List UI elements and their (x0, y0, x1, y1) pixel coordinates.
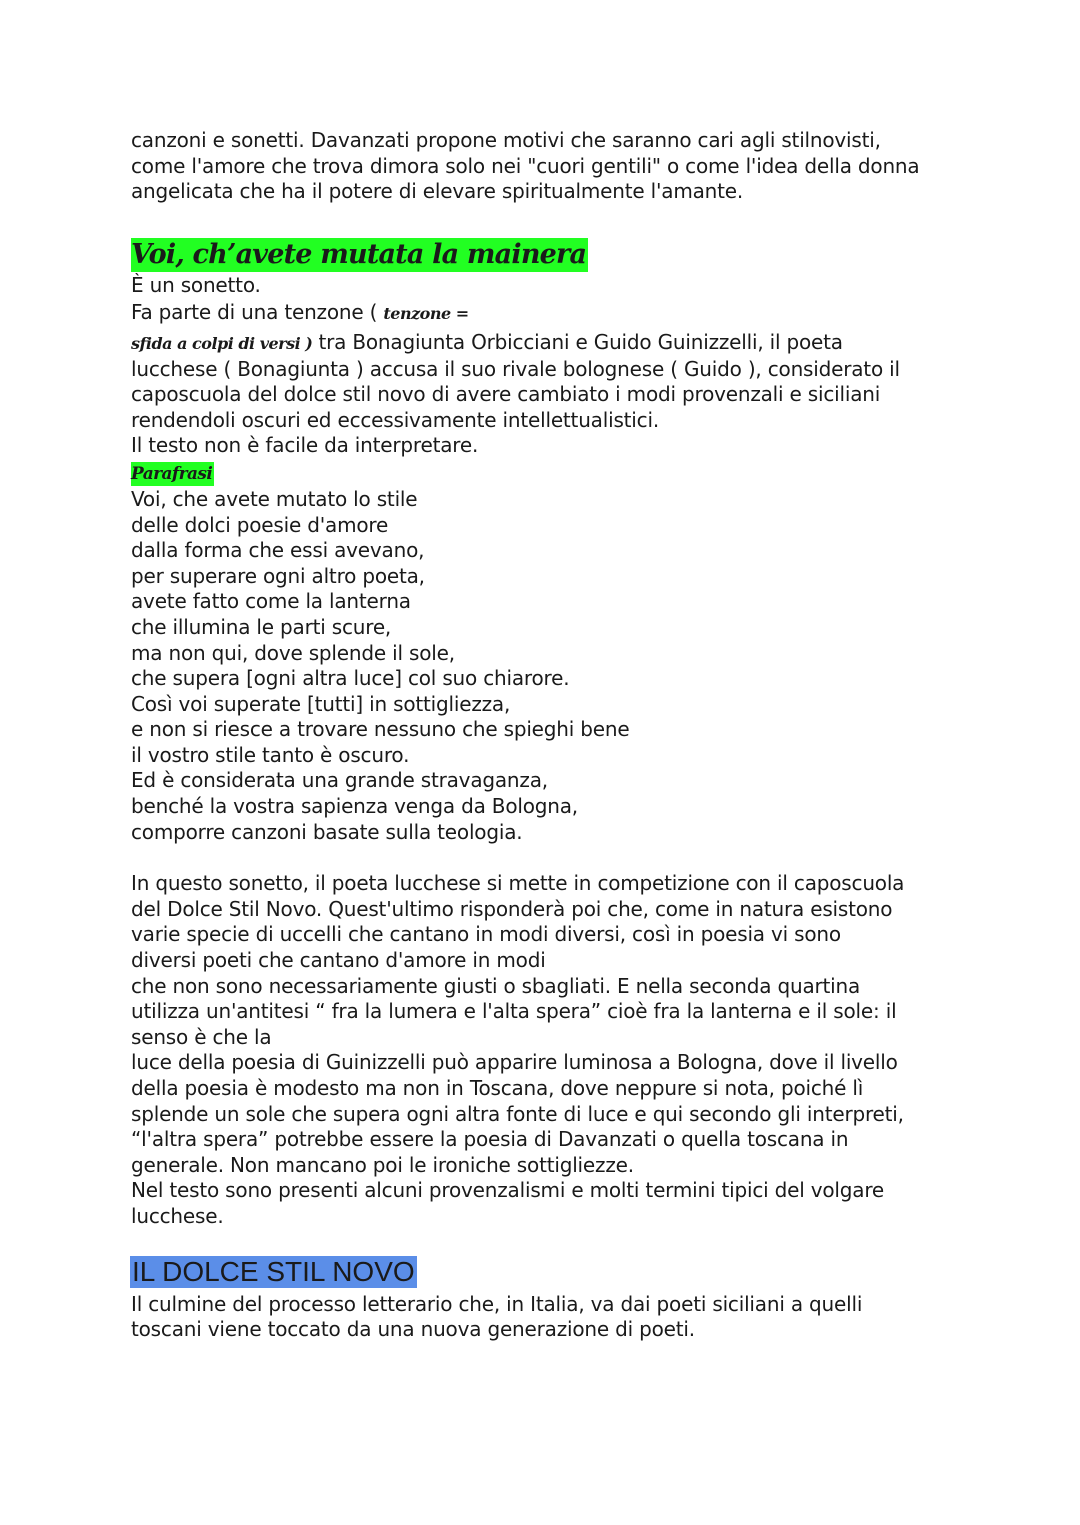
tenzone-rest: tra Bonagiunta Orbicciani e Guido Guinizzelli, il poeta (312, 329, 843, 354)
parafrasi-line: che supera [ogni altra luce] col suo chiarore. (131, 666, 570, 691)
parafrasi-line: delle dolci poesie d'amore (131, 512, 389, 537)
parafrasi-line: ma non qui, dove splende il sole, (131, 640, 455, 665)
analysis-line: della poesia è modesto ma non in Toscana, dove neppure si nota, poiché lì (131, 1076, 864, 1100)
sonnet-desc-line: caposcuola del dolce stil novo di avere cambiato i modi provenzali e siciliani (131, 382, 881, 407)
sonnet-desc-line: rendendoli oscuri ed eccessivamente intellettualistici. (131, 407, 659, 432)
stilnovo-section (131, 1256, 961, 1343)
parafrasi-line: Ed è considerata una grande stravaganza, (131, 768, 548, 793)
parafrasi-line: avete fatto come la lanterna (131, 589, 411, 614)
analysis-line: generale. Non mancano poi le ironiche sottigliezze. (131, 1152, 634, 1177)
analysis-line: splende un sole che supera ogni altra fonte di luce e qui secondo gli interpreti, (131, 1101, 904, 1126)
analysis-line: lucchese. (131, 1203, 224, 1228)
analysis-line: utilizza un'antitesi “ fra la lumera e l'alta spera” cioè fra la lanterna e il sole: il (131, 999, 897, 1024)
analysis-line: In questo sonetto, il poeta lucchese si mette in competizione con il caposcuola (131, 871, 905, 896)
stilnovo-line: toscani viene toccato da una nuova generazione di poeti. (131, 1317, 695, 1342)
document-page (131, 128, 961, 1343)
parafrasi-line: per superare ogni altro poeta, (131, 563, 425, 588)
parafrasi-line: Voi, che avete mutato lo stile (131, 486, 418, 511)
tenzone-definition-part1: tenzone = (383, 304, 469, 324)
intro-paragraph (131, 128, 961, 205)
sonnet-desc-line: lucchese ( Bonagiunta ) accusa il suo rivale bolognese ( Guido ), considerato il (131, 356, 900, 381)
parafrasi-line: che illumina le parti scure, (131, 614, 392, 639)
parafrasi-heading: Parafrasi (131, 463, 213, 484)
analysis-line: del Dolce Stil Novo. Quest'ultimo risponderà poi che, come in natura esistono (131, 896, 893, 921)
sonnet-intro-line (131, 330, 961, 357)
intro-line: canzoni e sonetti. Davanzati propone motivi che saranno cari agli stilnovisti, (131, 128, 881, 152)
analysis-line: varie specie di uccelli che cantano in modi diversi, così in poesia vi sono (131, 922, 841, 947)
stilnovo-line: Il culmine del processo letterario che, in Italia, va dai poeti siciliani a quelli (131, 1291, 863, 1316)
parafrasi-line: il vostro stile tanto è oscuro. (131, 742, 410, 767)
tenzone-definition-part2: sfida a colpi di versi ) (131, 333, 313, 353)
parafrasi-line: benché la vostra sapienza venga da Bologna, (131, 794, 578, 819)
analysis-line: luce della poesia di Guinizzelli può apparire luminosa a Bologna, dove il livello (131, 1050, 898, 1075)
intro-line: come l'amore che trova dimora solo nei "cuori gentili" o come l'idea della donna (131, 153, 920, 178)
parafrasi-line: e non si riesce a trovare nessuno che spieghi bene (131, 717, 630, 742)
intro-line: angelicata che ha il potere di elevare spiritualmente l'amante. (131, 179, 744, 204)
analysis-line: “l'altra spera” potrebbe essere la poesia di Davanzati o quella toscana in (131, 1127, 849, 1152)
sonnet-title: Voi, ch’avete mutata la mainera (131, 238, 587, 270)
analysis-line: Nel testo sono presenti alcuni provenzalismi e molti termini tipici del volgare (131, 1178, 885, 1203)
parafrasi-line: Così voi superate [tutti] in sottigliezza, (131, 691, 511, 716)
analysis-line: senso è che la (131, 1024, 272, 1049)
parafrasi-block (131, 487, 961, 845)
parafrasi-line: dalla forma che essi avevano, (131, 538, 425, 563)
stilnovo-heading: IL DOLCE STIL NOVO (132, 1255, 415, 1287)
tenzone-prefix: Fa parte di una tenzone ( (131, 300, 384, 325)
analysis-block (131, 871, 961, 1229)
sonnet-section (131, 238, 961, 1230)
sonnet-intro-line (131, 300, 961, 327)
analysis-line: diversi poeti che cantano d'amore in modi (131, 948, 546, 973)
analysis-line: che non sono necessariamente giusti o sbagliati. E nella seconda quartina (131, 973, 861, 998)
sonnet-intro-line: È un sonetto. (131, 272, 261, 297)
parafrasi-line: comporre canzoni basate sulla teologia. (131, 819, 523, 844)
sonnet-desc-line: Il testo non è facile da interpretare. (131, 433, 479, 458)
